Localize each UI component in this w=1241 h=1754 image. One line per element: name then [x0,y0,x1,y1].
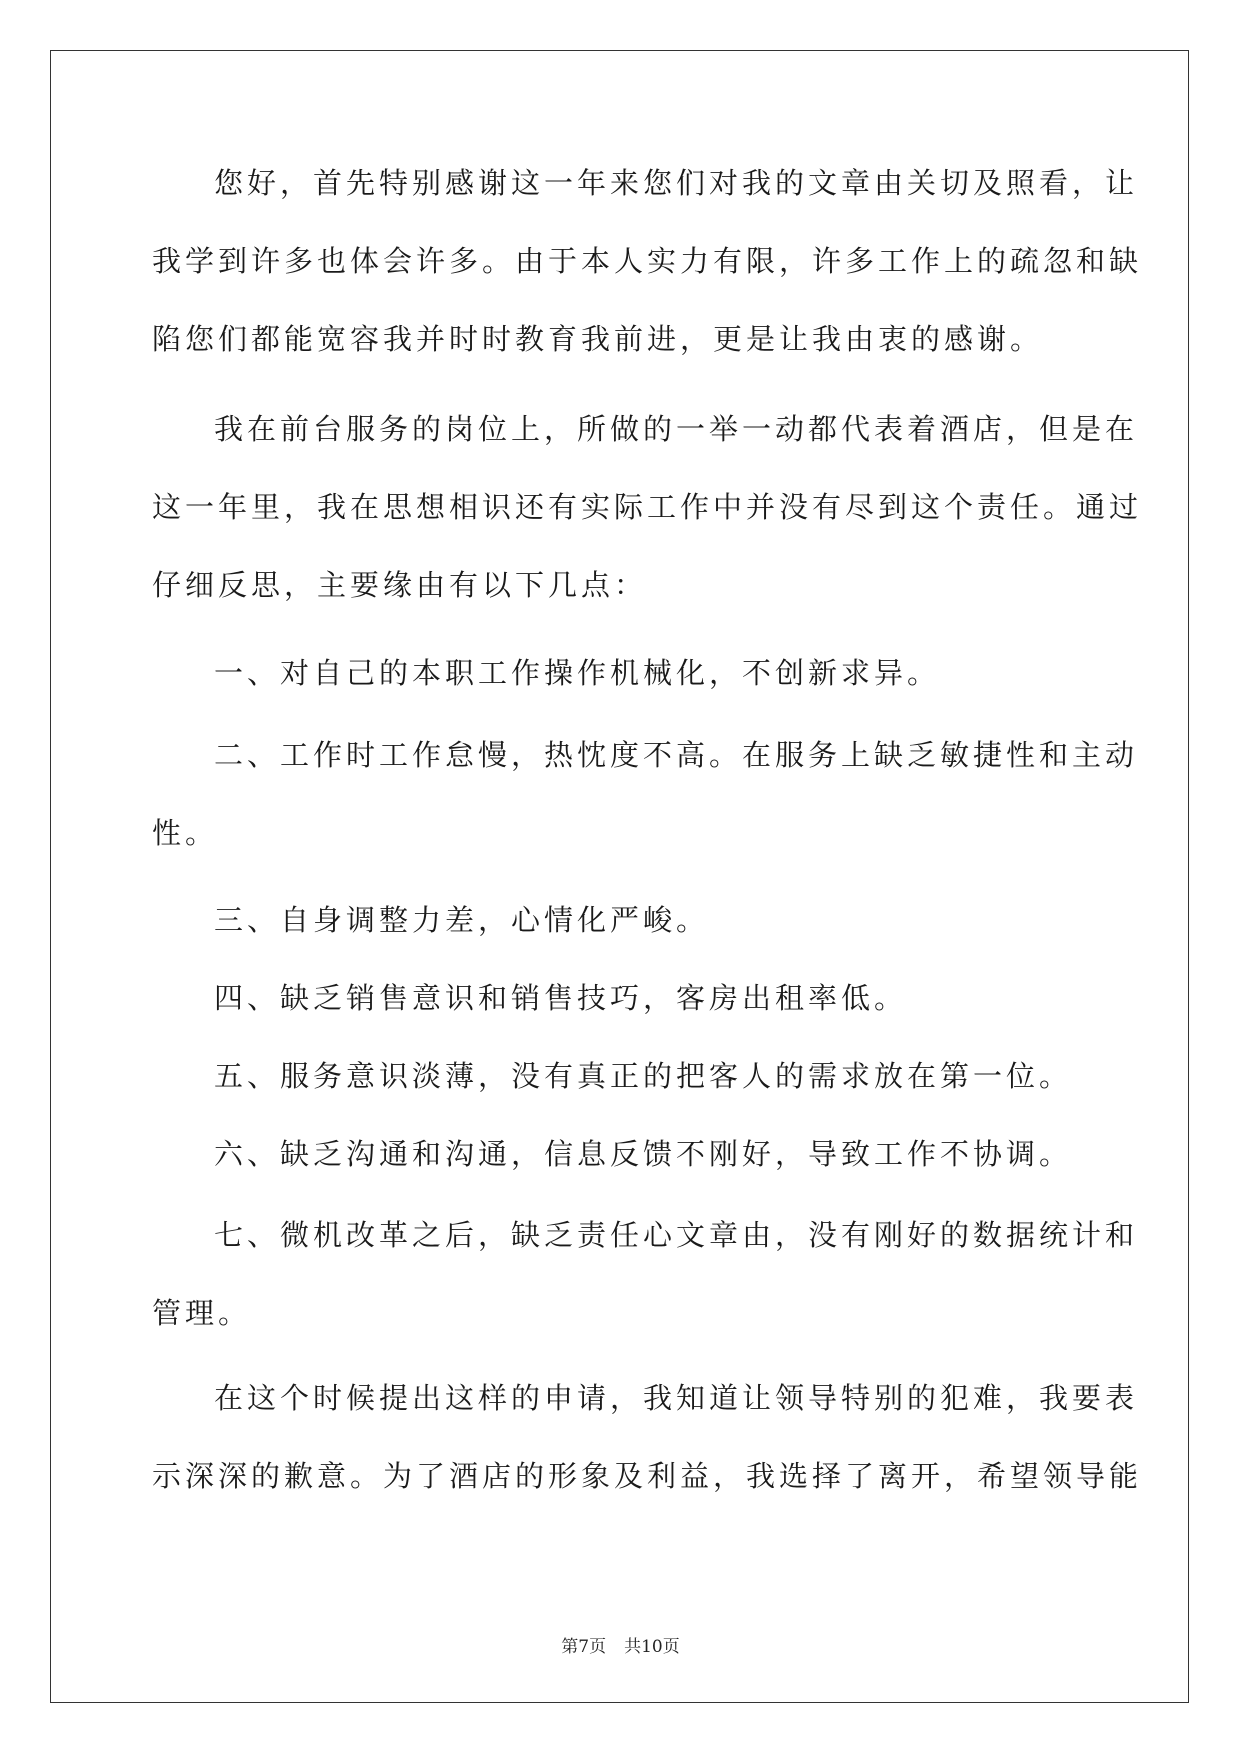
list-item: 一、对自己的本职工作操作机械化，不创新求异。 [214,656,941,690]
paragraph-line: 仔细反思，主要缘由有以下几点： [152,568,648,602]
page-number: 第7页 [561,1637,607,1657]
list-item-continuation: 管理。 [152,1296,252,1330]
paragraph-line: 我学到许多也体会许多。由于本人实力有限，许多工作上的疏忽和缺 [152,244,1143,278]
paragraph-line: 陷您们都能宽容我并时时教育我前进，更是让我由衷的感谢。 [152,322,1044,356]
list-item: 五、服务意识淡薄，没有真正的把客人的需求放在第一位。 [214,1059,1073,1093]
paragraph-line: 在这个时候提出这样的申请，我知道让领导特别的犯难，我要表 [214,1381,1139,1415]
list-item: 三、自身调整力差，心情化严峻。 [214,903,710,937]
list-item: 四、缺乏销售意识和销售技巧，客房出租率低。 [214,981,908,1015]
paragraph-line: 示深深的歉意。为了酒店的形象及利益，我选择了离开，希望领导能 [152,1459,1143,1493]
page-total: 共10页 [624,1637,680,1657]
page-footer [0,1632,1241,1657]
paragraph-line: 这一年里，我在思想相识还有实际工作中并没有尽到这个责任。通过 [152,490,1143,524]
list-item: 七、微机改革之后，缺乏责任心文章由，没有刚好的数据统计和 [214,1218,1139,1252]
paragraph-line: 我在前台服务的岗位上，所做的一举一动都代表着酒店，但是在 [214,412,1139,446]
paragraph-line: 您好，首先特别感谢这一年来您们对我的文章由关切及照看，让 [214,166,1139,200]
list-item: 二、工作时工作怠慢，热忱度不高。在服务上缺乏敏捷性和主动 [214,738,1139,772]
list-item: 六、缺乏沟通和沟通，信息反馈不刚好，导致工作不协调。 [214,1137,1073,1171]
list-item-continuation: 性。 [152,816,219,850]
